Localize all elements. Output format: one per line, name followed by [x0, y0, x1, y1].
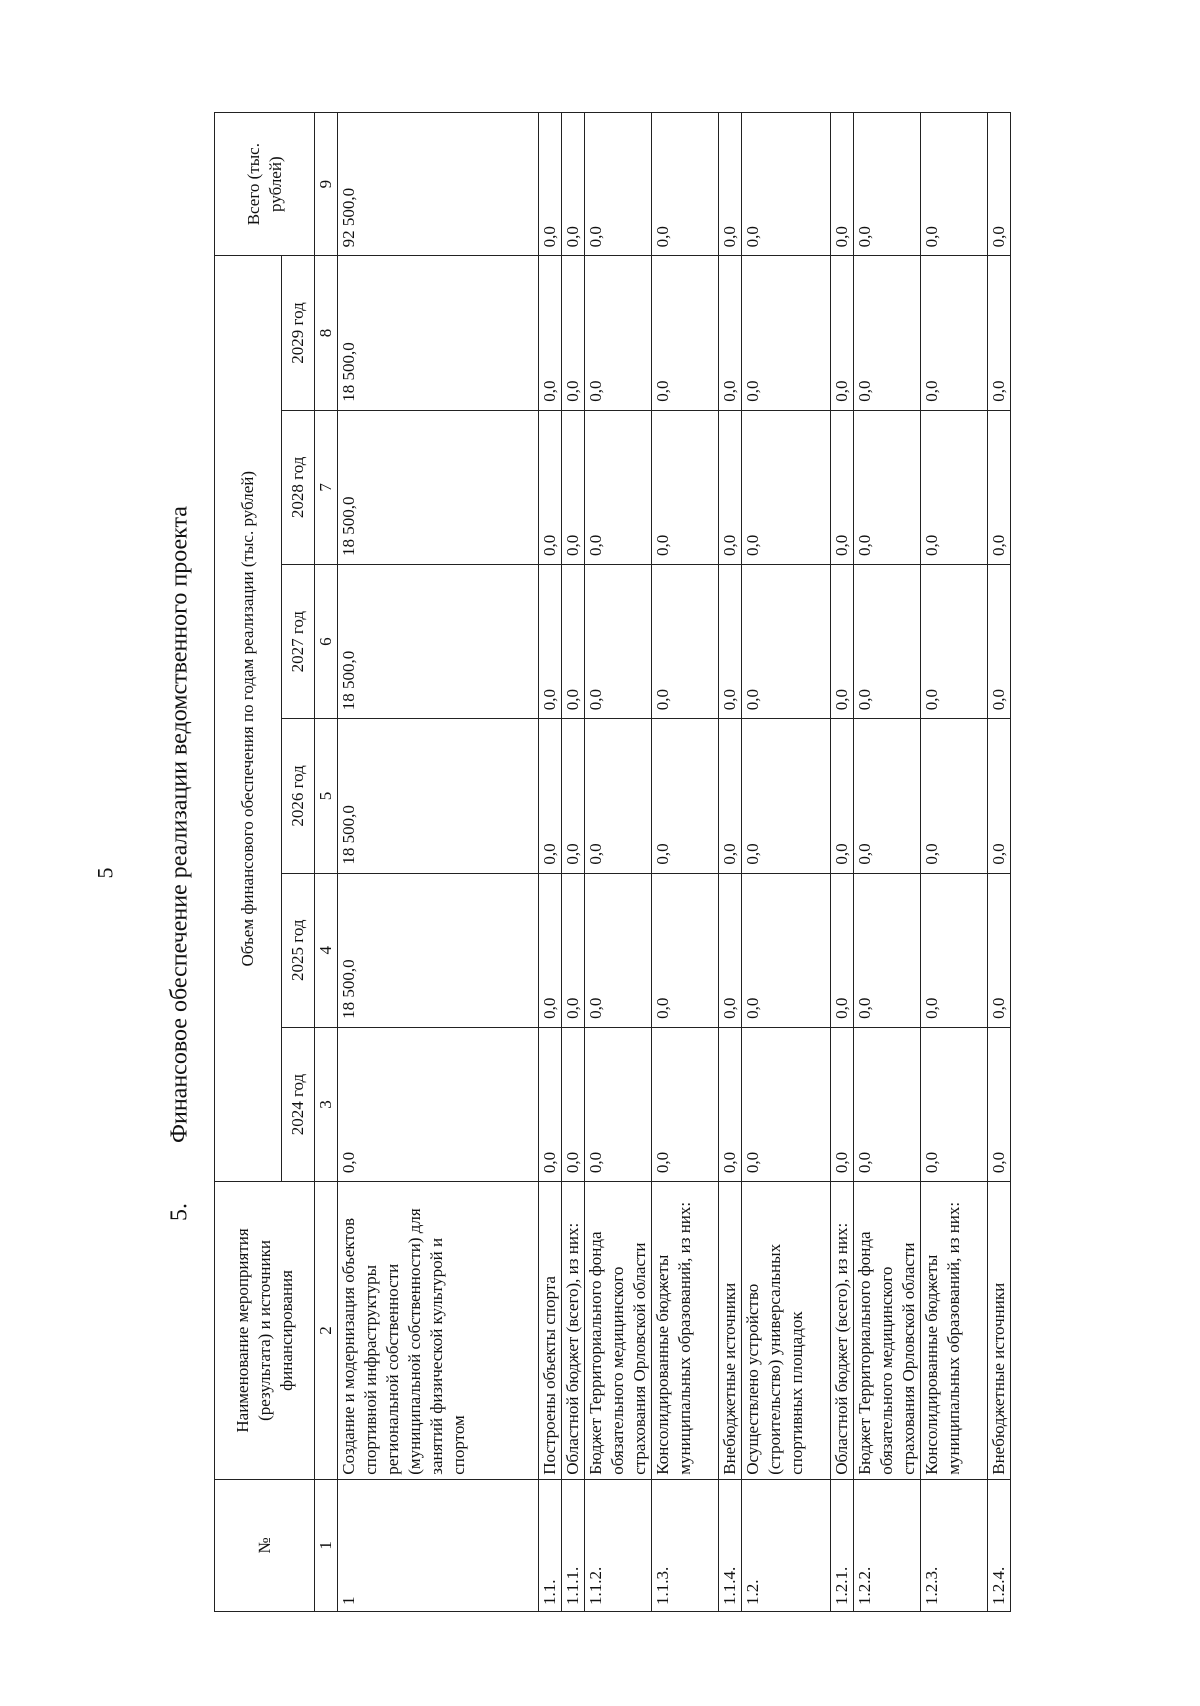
row-number: 1.1.3. [652, 1479, 719, 1611]
value-cell: 0,0 [921, 873, 988, 1027]
header-name: Наименование мероприятия (результата) и источники финансирования [215, 1182, 315, 1480]
row-number: 1.2.2. [854, 1479, 921, 1611]
value-cell: 0,0 [742, 1027, 831, 1181]
row-name: Осуществлено устройство (строительство) универсальных спортивных площадок [742, 1182, 831, 1480]
header-total: Всего (тыс. рублей) [215, 113, 315, 256]
value-cell: 0,0 [831, 564, 854, 718]
total-cell: 0,0 [539, 113, 562, 256]
value-cell: 0,0 [988, 719, 1011, 873]
table-row [742, 113, 831, 1612]
value-cell: 0,0 [652, 1027, 719, 1181]
row-name: Бюджет Территориального фонда обязательного медицинского страхования Орловской области [854, 1182, 921, 1480]
table-row [652, 113, 719, 1612]
column-index: 5 [315, 719, 338, 873]
value-cell: 0,0 [831, 873, 854, 1027]
header-year: 2026 год [282, 719, 315, 873]
value-cell: 0,0 [539, 410, 562, 564]
row-name: Областной бюджет (всего), из них: [831, 1182, 854, 1480]
total-cell: 0,0 [742, 113, 831, 256]
column-index: 7 [315, 410, 338, 564]
row-number: 1.2. [742, 1479, 831, 1611]
value-cell: 0,0 [988, 410, 1011, 564]
row-name: Внебюджетные источники [988, 1182, 1011, 1480]
column-index: 1 [315, 1479, 338, 1611]
row-name: Областной бюджет (всего), из них: [562, 1182, 585, 1480]
table-row [562, 113, 585, 1612]
value-cell: 0,0 [921, 719, 988, 873]
row-number: 1.2.1. [831, 1479, 854, 1611]
financing-table [214, 112, 1011, 1612]
value-cell: 0,0 [652, 873, 719, 1027]
value-cell: 0,0 [719, 873, 742, 1027]
value-cell: 0,0 [921, 410, 988, 564]
row-name: Консолидированные бюджеты муниципальных образований, из них: [652, 1182, 719, 1480]
value-cell: 0,0 [562, 410, 585, 564]
value-cell: 0,0 [988, 564, 1011, 718]
value-cell: 0,0 [742, 719, 831, 873]
value-cell: 0,0 [719, 1027, 742, 1181]
value-cell: 0,0 [988, 256, 1011, 410]
value-cell: 0,0 [539, 564, 562, 718]
header-number: № [215, 1479, 315, 1611]
column-index: 3 [315, 1027, 338, 1181]
table-row [921, 113, 988, 1612]
value-cell: 0,0 [831, 256, 854, 410]
value-cell: 0,0 [854, 1027, 921, 1181]
rotated-table-container [214, 112, 1099, 1612]
total-cell: 0,0 [562, 113, 585, 256]
table-row [585, 113, 652, 1612]
value-cell: 0,0 [562, 873, 585, 1027]
table-row [831, 113, 854, 1612]
total-cell: 0,0 [988, 113, 1011, 256]
header-volume: Объем финансового обеспечения по годам реализации (тыс. рублей) [215, 256, 282, 1182]
value-cell: 0,0 [854, 719, 921, 873]
value-cell: 0,0 [854, 256, 921, 410]
row-number: 1.1.2. [585, 1479, 652, 1611]
table-row [338, 113, 539, 1612]
value-cell: 0,0 [338, 1027, 539, 1181]
value-cell: 0,0 [719, 410, 742, 564]
value-cell: 0,0 [539, 1027, 562, 1181]
column-index: 9 [315, 113, 338, 256]
value-cell: 0,0 [719, 719, 742, 873]
value-cell: 0,0 [854, 410, 921, 564]
total-cell: 92 500,0 [338, 113, 539, 256]
value-cell: 0,0 [854, 564, 921, 718]
value-cell: 0,0 [854, 873, 921, 1027]
value-cell: 0,0 [988, 1027, 1011, 1181]
value-cell: 0,0 [652, 410, 719, 564]
row-number: 1.2.3. [921, 1479, 988, 1611]
row-number: 1.1.1. [562, 1479, 585, 1611]
header-year: 2024 год [282, 1027, 315, 1181]
table-row [719, 113, 742, 1612]
value-cell: 0,0 [585, 564, 652, 718]
value-cell: 0,0 [921, 564, 988, 718]
row-number: 1.1. [539, 1479, 562, 1611]
column-index: 2 [315, 1182, 338, 1480]
value-cell: 0,0 [562, 256, 585, 410]
value-cell: 0,0 [742, 564, 831, 718]
total-cell: 0,0 [854, 113, 921, 256]
row-number: 1 [338, 1479, 539, 1611]
value-cell: 0,0 [719, 256, 742, 410]
value-cell: 0,0 [539, 719, 562, 873]
table-row [539, 113, 562, 1612]
value-cell: 0,0 [585, 256, 652, 410]
column-index-row [315, 113, 338, 1612]
row-name: Бюджет Территориального фонда обязательного медицинского страхования Орловской области [585, 1182, 652, 1480]
value-cell: 0,0 [585, 873, 652, 1027]
value-cell: 0,0 [585, 1027, 652, 1181]
value-cell: 0,0 [742, 873, 831, 1027]
value-cell: 0,0 [652, 256, 719, 410]
value-cell: 0,0 [831, 1027, 854, 1181]
value-cell: 0,0 [539, 873, 562, 1027]
value-cell: 0,0 [921, 256, 988, 410]
total-cell: 0,0 [585, 113, 652, 256]
header-year: 2029 год [282, 256, 315, 410]
value-cell: 18 500,0 [338, 719, 539, 873]
value-cell: 18 500,0 [338, 873, 539, 1027]
page-number: 5 [92, 867, 118, 879]
row-name: Консолидированные бюджеты муниципальных образований, из них: [921, 1182, 988, 1480]
header-year: 2027 год [282, 564, 315, 718]
row-name: Создание и модернизация объектов спортивной инфраструктуры региональной собственности (муниципальной собственности) для занятий физической культурой и спортом [338, 1182, 539, 1480]
value-cell: 18 500,0 [338, 564, 539, 718]
row-number: 1.1.4. [719, 1479, 742, 1611]
value-cell: 0,0 [742, 256, 831, 410]
table-row [854, 113, 921, 1612]
value-cell: 0,0 [652, 564, 719, 718]
total-cell: 0,0 [921, 113, 988, 256]
section-heading [167, 64, 194, 1664]
value-cell: 0,0 [562, 719, 585, 873]
row-name: Построены объекты спорта [539, 1182, 562, 1480]
total-cell: 0,0 [652, 113, 719, 256]
value-cell: 0,0 [585, 410, 652, 564]
value-cell: 0,0 [539, 256, 562, 410]
value-cell: 0,0 [921, 1027, 988, 1181]
total-cell: 0,0 [719, 113, 742, 256]
value-cell: 0,0 [988, 873, 1011, 1027]
value-cell: 18 500,0 [338, 410, 539, 564]
section-number: 5. [166, 1202, 193, 1221]
value-cell: 0,0 [719, 564, 742, 718]
value-cell: 0,0 [562, 1027, 585, 1181]
column-index: 6 [315, 564, 338, 718]
header-year: 2025 год [282, 873, 315, 1027]
value-cell: 18 500,0 [338, 256, 539, 410]
value-cell: 0,0 [742, 410, 831, 564]
value-cell: 0,0 [585, 719, 652, 873]
row-name: Внебюджетные источники [719, 1182, 742, 1480]
header-year: 2028 год [282, 410, 315, 564]
value-cell: 0,0 [562, 564, 585, 718]
total-cell: 0,0 [831, 113, 854, 256]
value-cell: 0,0 [652, 719, 719, 873]
column-index: 8 [315, 256, 338, 410]
row-number: 1.2.4. [988, 1479, 1011, 1611]
table-row [988, 113, 1011, 1612]
value-cell: 0,0 [831, 719, 854, 873]
section-title: Финансовое обеспечение реализации ведомственного проекта [166, 506, 193, 1143]
value-cell: 0,0 [831, 410, 854, 564]
column-index: 4 [315, 873, 338, 1027]
